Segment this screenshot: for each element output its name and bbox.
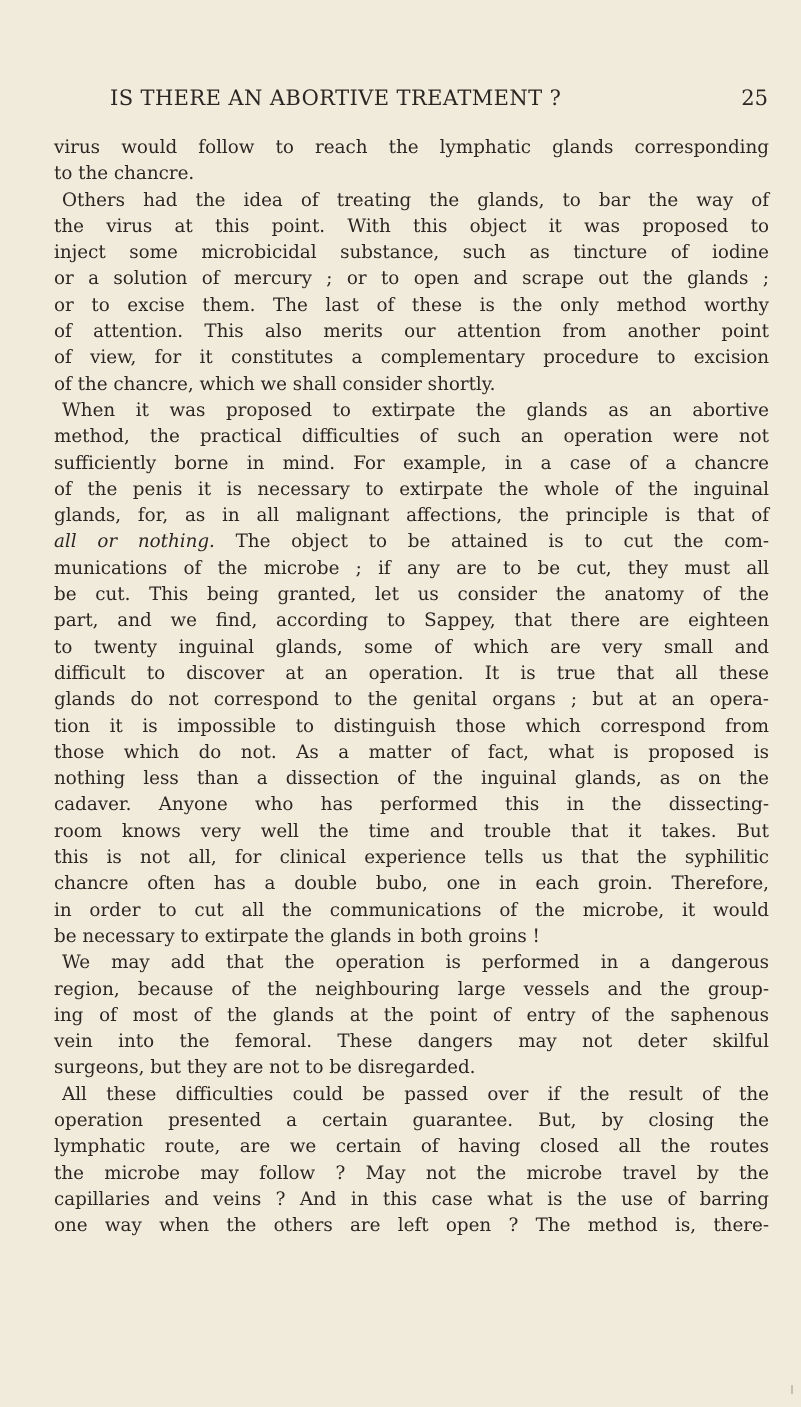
italic-phrase: all or nothing. [54, 531, 215, 553]
text-line: glands do not correspond to the genital organs ; but at an opera- [54, 689, 769, 711]
page-number: 25 [741, 86, 768, 110]
text-line: cadaver. Anyone who has performed this in the dissecting- [54, 794, 769, 816]
text-line: this is not all, for clinical experience tells us that the syphilitic [54, 847, 769, 869]
text-line: nothing less than a dissection of the inguinal glands, as on the [54, 768, 769, 790]
text-line: munications of the microbe ; if any are to be cut, they must all [54, 557, 769, 579]
text-line: capillaries and veins ? And in this case what is the use of barring [54, 1188, 769, 1210]
paragraph-start-line: When it was proposed to extirpate the glands as an abortive [62, 399, 769, 421]
text-line: region, because of the neighbouring large vessels and the group- [54, 978, 769, 1000]
text-line: the virus at this point. With this object it was proposed to [54, 215, 769, 237]
body-text [54, 135, 769, 1239]
text-line: inject some microbicidal substance, such as tincture of iodine [54, 242, 769, 264]
paragraph-start-line: Others had the idea of treating the glands, to bar the way of [62, 189, 769, 211]
text-line: the microbe may follow ? May not the microbe travel by the [54, 1162, 769, 1184]
text-line: of the penis it is necessary to extirpate the whole of the inguinal [54, 478, 769, 500]
text-line: ing of most of the glands at the point of entry of the saphenous [54, 1004, 769, 1026]
text-line: to the chancre. [54, 163, 195, 185]
text-line: virus would follow to reach the lymphatic glands corresponding [54, 137, 769, 158]
text-line: chancre often has a double bubo, one in each groin. Therefore, [54, 873, 769, 895]
paragraph-start-line: All these difficulties could be passed over if the result of the [62, 1083, 769, 1105]
text-line: method, the practical difficulties of such an operation were not [54, 426, 769, 448]
text-line: surgeons, but they are not to be disregarded. [54, 1057, 476, 1079]
text-line: or a solution of mercury ; or to open and scrape out the glands ; [54, 268, 769, 290]
text-line: be necessary to extirpate the glands in both groins ! [54, 925, 540, 947]
text-line: or to excise them. The last of these is the only method worthy [54, 294, 769, 316]
running-head [54, 86, 768, 116]
text-line: glands, for, as in all malignant affections, the principle is that of [54, 505, 769, 527]
running-title: IS THERE AN ABORTIVE TREATMENT ? [110, 86, 562, 110]
text-line: of the chancre, which we shall consider shortly. [54, 373, 496, 395]
text-line: one way when the others are left open ? The method is, there- [54, 1215, 769, 1237]
text-line: difficult to discover at an operation. It is true that all these [54, 662, 769, 684]
text-line: tion it is impossible to distinguish those which correspond from [54, 715, 769, 737]
text-line: vein into the femoral. These dangers may not deter skilful [54, 1031, 769, 1053]
text-line: of view, for it constitutes a complementary procedure to excision [54, 347, 769, 369]
text-line: in order to cut all the communications of the microbe, it would [54, 899, 769, 921]
paragraph-start-line: We may add that the operation is performed in a dangerous [62, 952, 769, 974]
text-line: room knows very well the time and trouble that it takes. But [54, 820, 769, 842]
text-line: part, and we find, according to Sappey, that there are eighteen [54, 610, 769, 632]
text-span: The object to be attained is to cut the com- [214, 531, 769, 553]
text-line: sufficiently borne in mind. For example, in a case of a chancre [54, 452, 769, 474]
text-line: to twenty inguinal glands, some of which are very small and [54, 636, 769, 658]
text-line-with-emphasis [54, 529, 769, 555]
text-line: be cut. This being granted, let us consider the anatomy of the [54, 584, 769, 606]
text-line: lymphatic route, are we certain of having closed all the routes [54, 1136, 769, 1158]
text-line: of attention. This also merits our attention from another point [54, 321, 769, 343]
scan-mark [791, 1385, 793, 1394]
text-line: those which do not. As a matter of fact, what is proposed is [54, 741, 769, 763]
text-line: operation presented a certain guarantee. But, by closing the [54, 1109, 769, 1131]
